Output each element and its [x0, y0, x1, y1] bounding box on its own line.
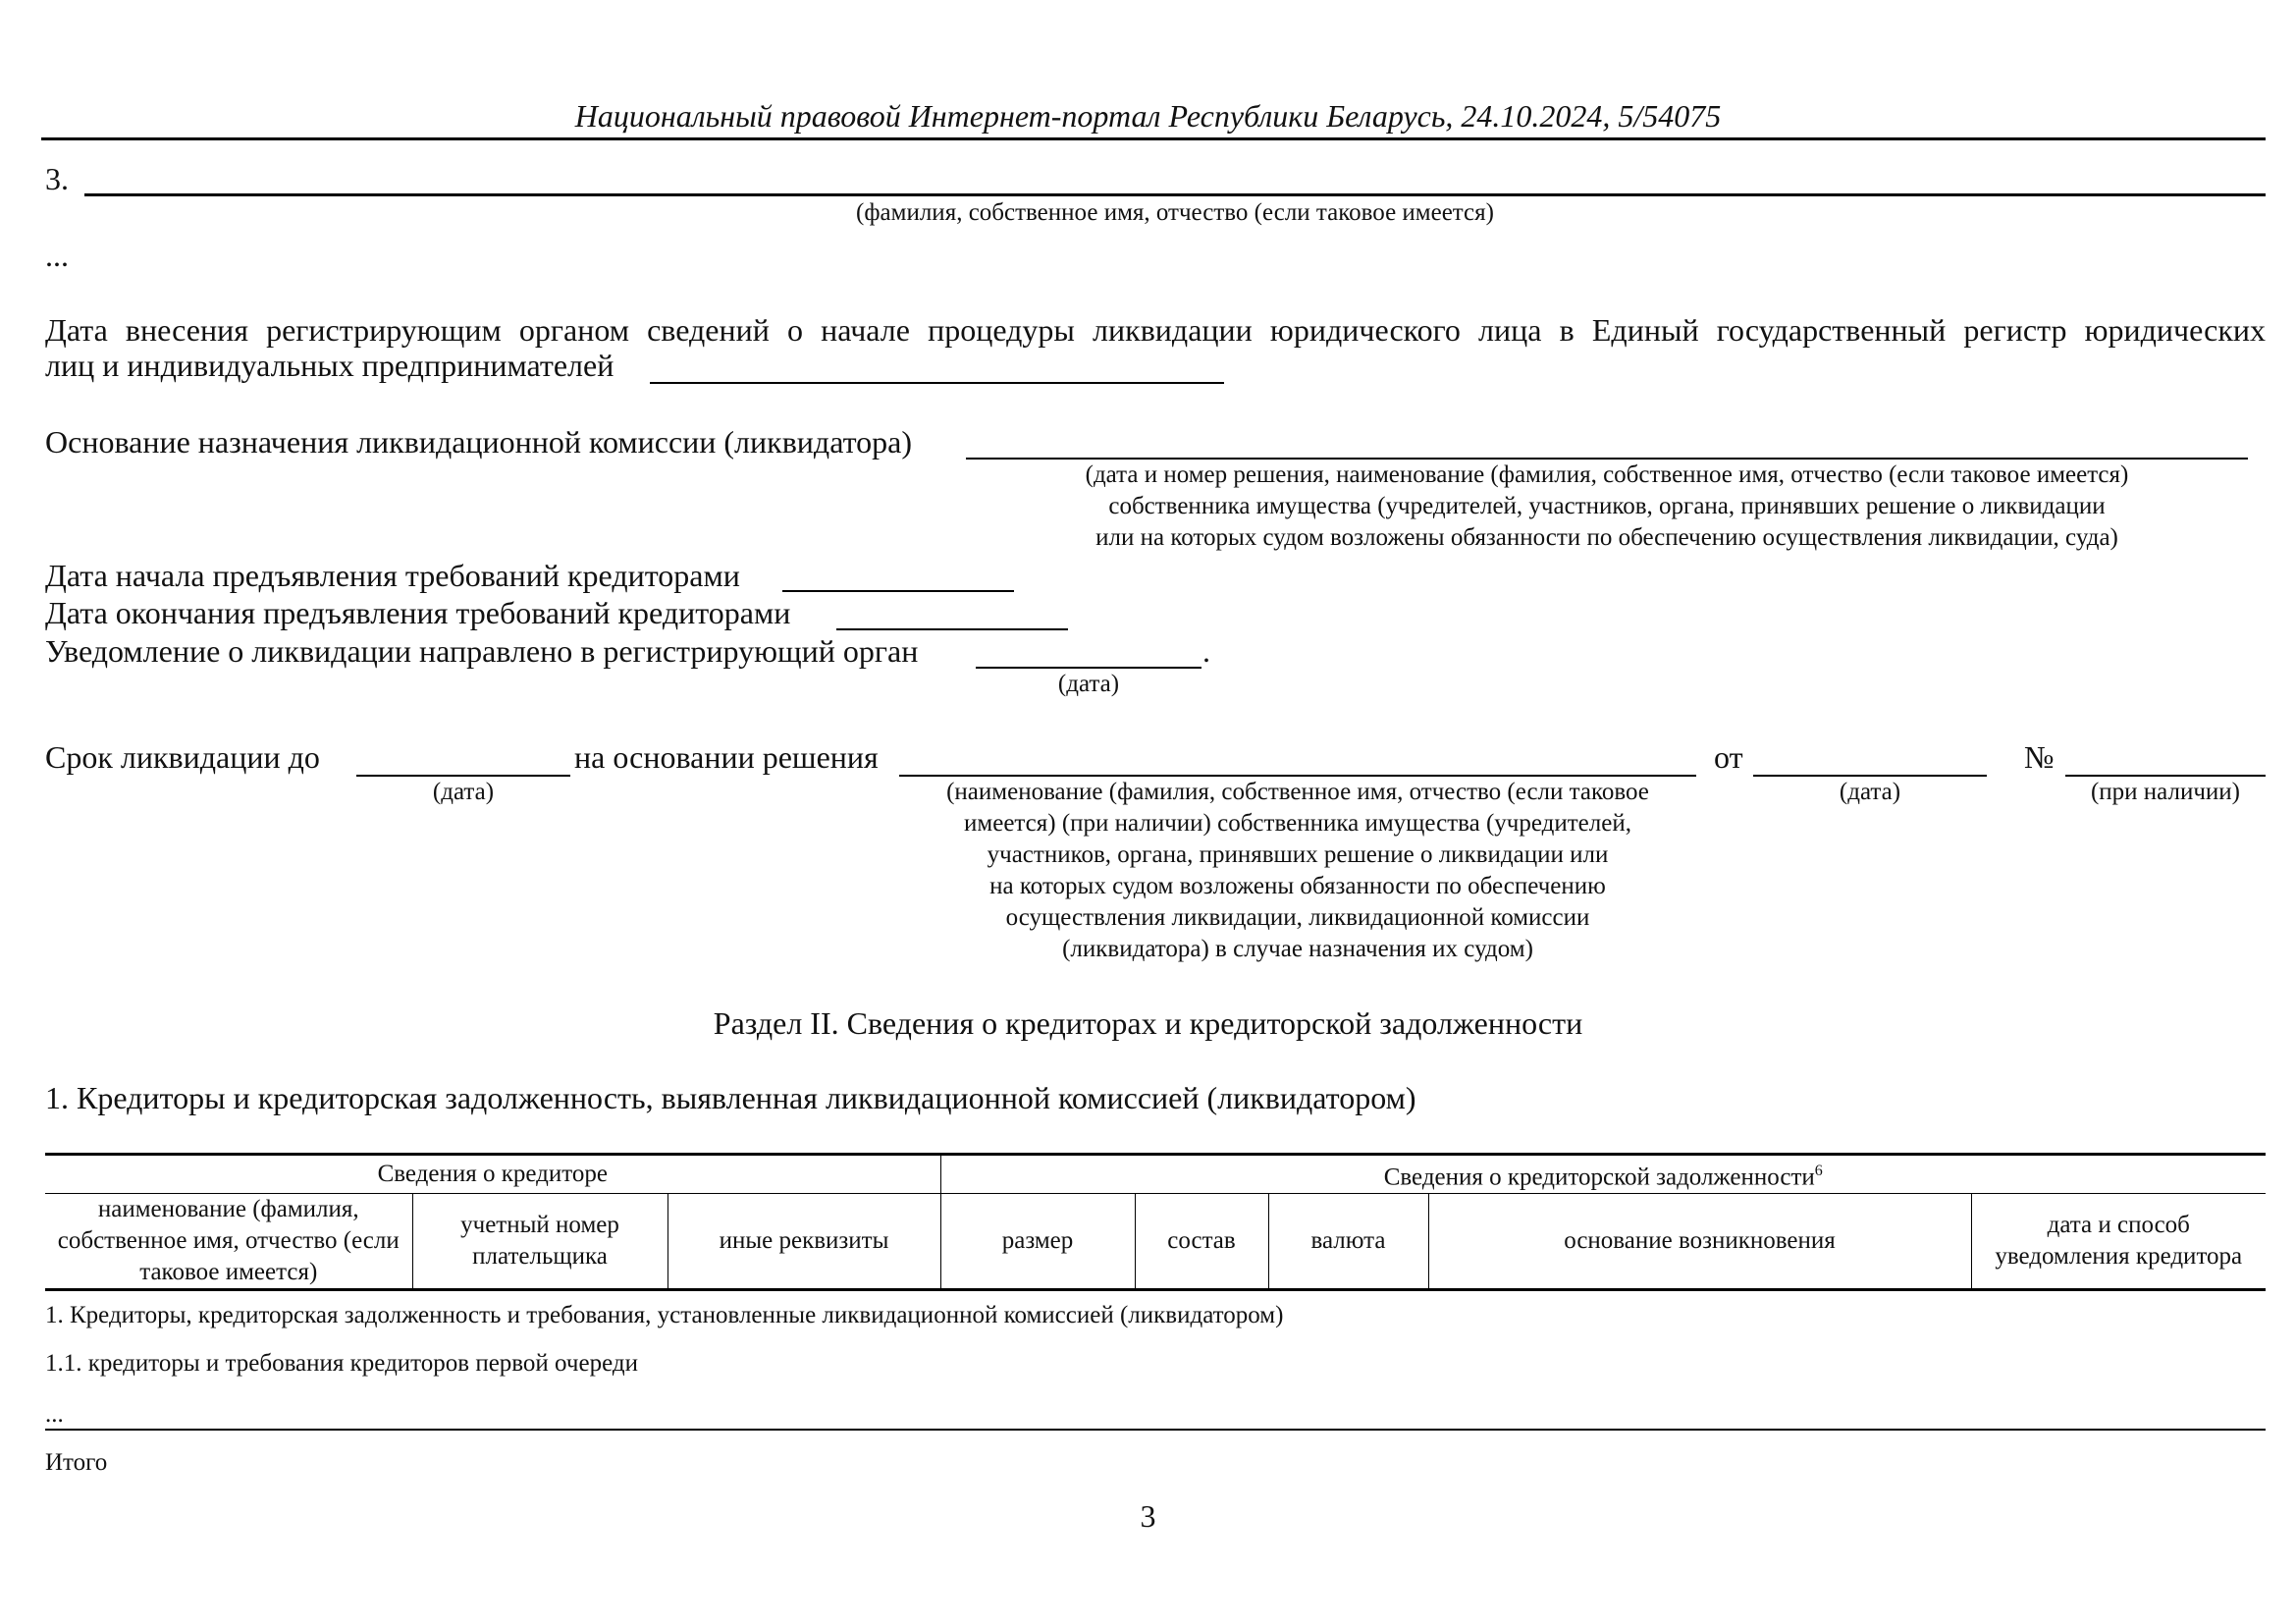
item3-number: 3.: [45, 161, 69, 196]
registration-text-line2: лиц и индивидуальных предпринимателей: [45, 348, 614, 383]
page-number: 3: [1140, 1498, 1156, 1534]
notice-date-caption: (дата): [1057, 671, 1120, 697]
claims-start-label: Дата начала предъявления требований кредиторами: [45, 558, 740, 593]
item3-ellipsis: ...: [45, 238, 69, 273]
basis-caption-1: (дата и номер решения, наименование (фамилия, собственное имя, отчество (если таковое имеется): [1085, 461, 2129, 488]
claims-end-label: Дата окончания предъявления требований кредиторами: [45, 595, 791, 630]
section2-title: Раздел II. Сведения о кредиторах и кредиторской задолженности: [713, 1005, 1583, 1041]
creditor-info-header: Сведения о кредиторе: [45, 1155, 940, 1194]
notice-label: Уведомление о ликвидации направлено в регистрирующий орган: [45, 633, 919, 669]
term-from-caption: (дата): [1839, 779, 1901, 805]
term-basis-caption-3: участников, органа, принявших решение о ликвидации или: [987, 841, 1609, 868]
notice-end-dot: .: [1202, 633, 1210, 669]
col-composition: состав: [1135, 1194, 1268, 1290]
section2-subtitle: 1. Кредиторы и кредиторская задолженность, выявленная ликвидационной комиссией (ликвидатором): [45, 1080, 1416, 1115]
claims-end-fill-line: [836, 628, 1068, 630]
item3-caption: (фамилия, собственное имя, отчество (если таковое имеется): [856, 199, 1494, 226]
term-basis-caption-1: (наименование (фамилия, собственное имя, отчество (если таковое: [946, 779, 1649, 805]
debt-info-header-label: Сведения о кредиторской задолженности: [1383, 1164, 1815, 1191]
col-origin-basis: основание возникновения: [1428, 1194, 1971, 1290]
term-label: Срок ликвидации до: [45, 739, 320, 775]
basis-caption-2: собственника имущества (учредителей, участников, органа, принявших решение о ликвидации: [1108, 493, 2106, 519]
basis-label: Основание назначения ликвидационной комиссии (ликвидатора): [45, 424, 912, 460]
portal-header: Национальный правовой Интернет-портал Республики Беларусь, 24.10.2024, 5/54075: [574, 98, 1722, 134]
header-rule: [41, 137, 2266, 140]
table-row-1: 1. Кредиторы, кредиторская задолженность и требования, установленные ликвидационной комиссией (ликвидатором): [45, 1302, 1284, 1328]
term-basis-caption-6: (ликвидатора) в случае назначения их судом): [1062, 936, 1533, 962]
term-from-label: от: [1714, 739, 1743, 775]
total-row-label: Итого: [45, 1449, 108, 1476]
term-basis-caption-4: на которых судом возложены обязанности по обеспечению: [989, 873, 1606, 899]
registration-fill-line: [650, 382, 1224, 384]
creditors-table: [45, 1153, 2266, 1291]
footnote-6: 6: [1814, 1163, 1823, 1179]
term-date-caption: (дата): [432, 779, 495, 805]
col-currency: валюта: [1268, 1194, 1428, 1290]
table-row-ellipsis: ...: [45, 1401, 64, 1428]
term-number-caption: (при наличии): [2090, 779, 2241, 805]
item3-fill-line: [84, 193, 2266, 196]
registration-text-line1: Дата внесения регистрирующим органом сведений о начале процедуры ликвидации юридического лица в Единый государственный регистр юридических: [45, 312, 2266, 348]
col-payer-number: учетный номер плательщика: [412, 1194, 667, 1290]
table-row-1-1: 1.1. кредиторы и требования кредиторов первой очереди: [45, 1350, 638, 1377]
term-basis-caption-5: осуществления ликвидации, ликвидационной комиссии: [1005, 904, 1590, 931]
col-amount: размер: [940, 1194, 1135, 1290]
basis-caption-3: или на которых судом возложены обязанности по обеспечению осуществления ликвидации, суда): [1095, 524, 2118, 551]
col-creditor-name: наименование (фамилия, собственное имя, отчество (если таковое имеется): [45, 1194, 412, 1290]
term-basis-label: на основании решения: [574, 739, 879, 775]
debt-info-header: [940, 1155, 2266, 1194]
col-notification: дата и способ уведомления кредитора: [1971, 1194, 2266, 1290]
total-rule: [45, 1429, 2266, 1431]
col-other-details: иные реквизиты: [667, 1194, 940, 1290]
claims-start-fill-line: [782, 590, 1014, 592]
term-number-label: №: [2024, 739, 2055, 775]
term-basis-caption-2: имеется) (при наличии) собственника имущества (учредителей,: [964, 810, 1631, 837]
